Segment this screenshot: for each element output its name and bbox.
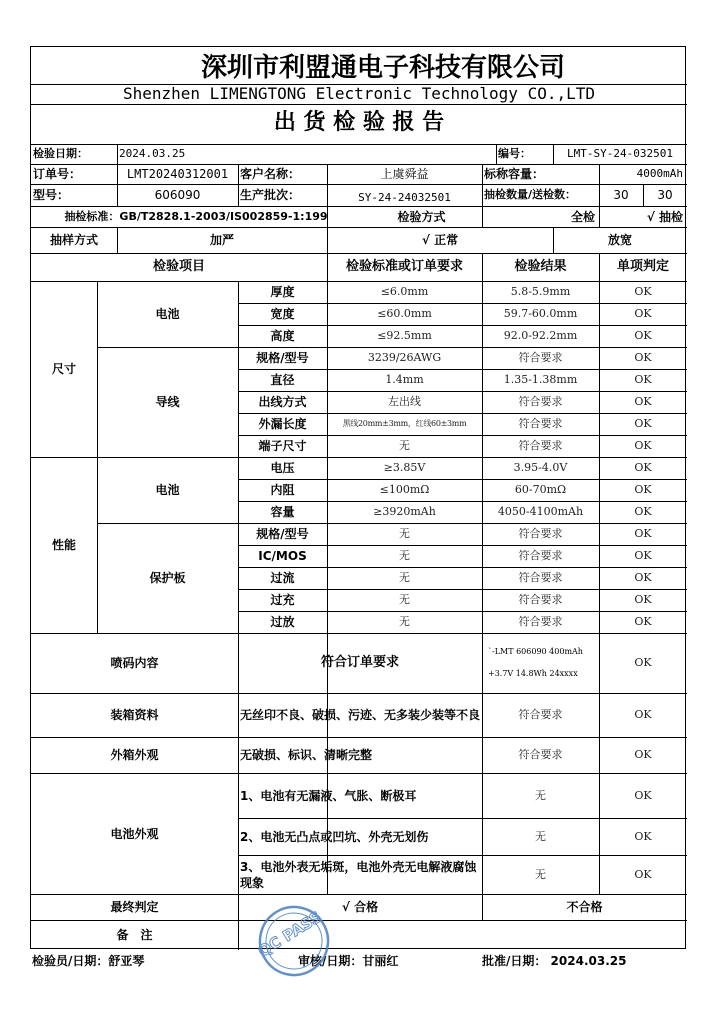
print-standard: 符合订单要求 [320, 655, 399, 670]
row-verdict: OK [634, 505, 652, 518]
order-value: LMT20240312001 [126, 167, 229, 181]
print-label: 喷码内容 [110, 656, 159, 670]
row-result: 4050-4100mAh [497, 505, 584, 518]
capacity-value: 4000mAh [636, 167, 683, 180]
col-result-header: 检验结果 [514, 259, 567, 274]
appearance-label: 电池外观 [110, 826, 159, 841]
row-verdict: OK [634, 351, 652, 364]
row-result: 92.0-92.2mm [503, 329, 578, 342]
sampling-loose: 放宽 [607, 233, 632, 247]
row-item: 外漏长度 [258, 417, 307, 431]
final-pass: √ 合格 [341, 900, 379, 914]
row-standard: ≥3920mAh [373, 505, 436, 518]
row-verdict: OK [634, 615, 652, 628]
inspection-report [30, 46, 686, 949]
row-item: 容量 [270, 505, 295, 519]
method-label: 检验方式 [397, 209, 446, 224]
carton-verdict: OK [634, 748, 652, 761]
row-verdict: OK [634, 461, 652, 474]
appearance-standard-1: 1、电池有无漏液、气胀、断极耳 [240, 788, 417, 803]
inspect-date-label: 检验日期： [33, 147, 88, 160]
row-result: 1.35-1.38mm [503, 373, 578, 386]
row-verdict: OK [634, 439, 652, 452]
row-result: 符合要求 [518, 351, 563, 364]
model-label: 型号： [33, 188, 70, 202]
row-item: 规格/型号 [256, 527, 309, 541]
customer-value: 上虞舜益 [380, 167, 429, 181]
row-standard: ≤60.0mm [377, 307, 432, 320]
row-item: 厚度 [270, 285, 295, 299]
row-standard: 3239/26AWG [367, 351, 442, 364]
row-result: 3.95-4.0V [513, 461, 568, 474]
appearance-result-2: 无 [535, 829, 546, 843]
company-name-cn: 深圳市利盟通电子科技有限公司 [201, 53, 566, 83]
order-label: 订单号： [33, 167, 82, 181]
qc-pass-stamp-icon [246, 900, 342, 982]
row-item: 端子尺寸 [258, 439, 307, 453]
company-name-en: Shenzhen LIMENGTONG Electronic Technology CO.,LTD [122, 84, 595, 103]
group-size: 尺寸 [51, 362, 76, 376]
row-standard: 无 [399, 571, 410, 584]
row-standard: ≤100mΩ [379, 483, 430, 496]
row-standard: 黑线20mm±3mm，红线60±3mm [342, 419, 467, 428]
row-item: IC/MOS [258, 549, 307, 563]
row-standard: ≤92.5mm [377, 329, 432, 342]
method-sample: √ 抽检 [646, 209, 683, 224]
appearance-verdict-2: OK [634, 829, 652, 843]
row-standard: ≥3.85V [383, 461, 426, 474]
row-standard: 无 [399, 615, 410, 628]
packing-standard: 无丝印不良、破损、污迹、无多装少装等不良 [240, 708, 481, 722]
remarks-label: 备 注 [116, 928, 153, 942]
row-verdict: OK [634, 285, 652, 298]
final-label: 最终判定 [110, 900, 159, 914]
appearance-verdict-3: OK [634, 867, 652, 881]
row-item: 出线方式 [258, 395, 307, 409]
row-verdict: OK [634, 417, 652, 430]
packing-verdict: OK [634, 708, 652, 721]
col-item-header: 检验项目 [152, 259, 205, 274]
subgroup-cell-performance: 电池 [155, 483, 180, 497]
customer-label: 客户名称： [240, 167, 301, 181]
row-result: 符合要求 [518, 615, 563, 628]
batch-value: SY-24-24032501 [358, 191, 451, 204]
reviewer-signature: 审核/日期：甘丽红 [298, 954, 399, 968]
packing-label: 装箱资料 [110, 708, 159, 722]
row-standard: 无 [399, 527, 410, 540]
report-title: 出 货 检 验 报 告 [273, 109, 445, 135]
carton-result: 符合要求 [518, 748, 563, 761]
row-verdict: OK [634, 527, 652, 540]
row-item: 宽度 [270, 307, 295, 321]
approver-signature: 批准/日期： 2024.03.25 [482, 954, 627, 968]
appearance-verdict-1: OK [634, 788, 652, 802]
subgroup-wire: 导线 [155, 395, 180, 409]
row-standard: 无 [399, 439, 410, 452]
row-result: 59.7-60.0mm [503, 307, 578, 320]
final-fail: 不合格 [566, 900, 603, 914]
appearance-standard-3: 3、电池外表无垢斑，电池外壳无电解液腐蚀现象 [240, 859, 477, 890]
col-verdict-header: 单项判定 [616, 259, 669, 274]
row-item: 直径 [270, 373, 295, 387]
row-verdict: OK [634, 329, 652, 342]
appearance-standard-2: 2、电池无凸点或凹坑、外壳无划伤 [240, 829, 429, 844]
appearance-result-3: 无 [535, 867, 546, 881]
model-value: 606090 [154, 188, 201, 202]
row-result: 60-70mΩ [514, 483, 567, 496]
row-standard: 左出线 [388, 395, 421, 408]
row-result: 符合要求 [518, 549, 563, 562]
sampling-label: 抽样方式 [49, 233, 98, 247]
row-item: 内阻 [270, 483, 295, 497]
subgroup-pcm: 保护板 [149, 571, 186, 585]
print-result-line1: `-LMT 606090 400mAh [488, 647, 583, 656]
row-item: 过流 [270, 571, 295, 585]
col-standard-header: 检验标准或订单要求 [345, 259, 463, 274]
row-item: 过充 [270, 593, 295, 607]
row-verdict: OK [634, 571, 652, 584]
row-item: 过放 [270, 615, 295, 629]
row-item: 电压 [270, 461, 295, 475]
sampling-tight: 加严 [209, 233, 234, 247]
row-result: 符合要求 [518, 439, 563, 452]
print-result-line2: +3.7V 14.8Wh 24xxxx [488, 669, 578, 678]
number-value: LMT-SY-24-032501 [567, 147, 673, 160]
batch-label: 生产批次： [240, 188, 301, 202]
row-item: 规格/型号 [256, 351, 309, 365]
packing-result: 符合要求 [518, 708, 563, 721]
standard-label: 抽检标准：GB/T2828.1-2003/IS002859-1:199 [64, 209, 328, 223]
method-full: 全检 [570, 209, 595, 224]
row-standard: ≤6.0mm [380, 285, 429, 298]
print-result [482, 633, 599, 693]
number-label: 编号： [498, 147, 531, 160]
row-result: 符合要求 [518, 593, 563, 606]
inspect-date-value: 2024.03.25 [119, 147, 186, 160]
carton-label: 外箱外观 [110, 748, 159, 762]
sampling-normal: √ 正常 [421, 233, 459, 247]
print-verdict: OK [634, 656, 652, 669]
sample-qty-label: 抽检数量/送检数： [484, 188, 577, 201]
row-verdict: OK [634, 395, 652, 408]
row-verdict: OK [634, 373, 652, 386]
sample-qty-value: 30 [613, 188, 629, 202]
row-verdict: OK [634, 549, 652, 562]
capacity-label: 标称容量： [484, 167, 545, 181]
row-result: 符合要求 [518, 395, 563, 408]
group-performance: 性能 [51, 538, 76, 552]
row-result: 符合要求 [518, 417, 563, 430]
row-standard: 无 [399, 593, 410, 606]
row-result: 符合要求 [518, 527, 563, 540]
subgroup-cell-size: 电池 [155, 307, 180, 321]
row-verdict: OK [634, 307, 652, 320]
appearance-result-1: 无 [535, 788, 546, 802]
inspector-signature: 检验员/日期：舒亚琴 [32, 954, 145, 968]
row-standard: 1.4mm [385, 373, 424, 386]
row-result: 符合要求 [518, 571, 563, 584]
row-standard: 无 [399, 549, 410, 562]
row-item: 高度 [270, 329, 295, 343]
row-verdict: OK [634, 593, 652, 606]
stamp-text: QC PASS [254, 907, 325, 961]
carton-standard: 无破损、标识、清晰完整 [240, 748, 373, 762]
sent-qty-value: 30 [657, 188, 673, 202]
row-verdict: OK [634, 483, 652, 496]
row-result: 5.8-5.9mm [510, 285, 571, 298]
